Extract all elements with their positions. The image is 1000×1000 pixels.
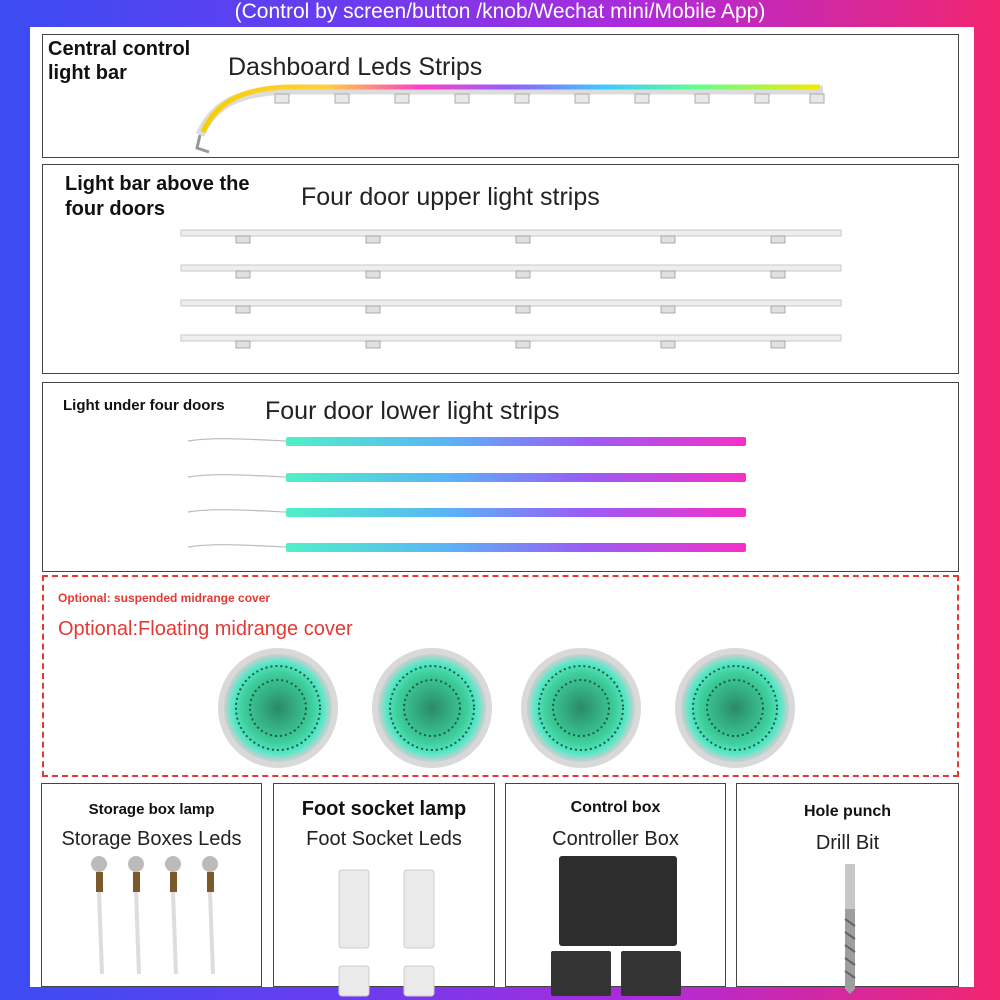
dashboard-led-strip-image [195, 80, 835, 160]
foot-section [273, 783, 495, 987]
storage-section [41, 783, 262, 987]
hole-section [736, 783, 959, 987]
upper-doors-label-line2: four doors [65, 198, 165, 220]
storage-title: Storage Boxes Leds [61, 828, 242, 850]
control-section [505, 783, 726, 987]
control-title: Controller Box [552, 828, 679, 850]
bottom-gradient-strip [0, 986, 1000, 1000]
product-panel [30, 27, 974, 987]
storage-leds-image [74, 854, 234, 974]
lower-door-strips-image [183, 435, 763, 565]
lower-doors-section [42, 382, 959, 572]
drill-bit-image [840, 864, 860, 994]
lower-doors-label: Light under four doors [63, 397, 225, 414]
control-label: Control box [570, 799, 661, 816]
upper-door-strips-image [181, 225, 851, 355]
upper-doors-section [42, 164, 959, 374]
midrange-label: Optional: suspended midrange cover [58, 591, 271, 605]
dashboard-section [42, 34, 959, 158]
midrange-section [42, 575, 959, 777]
dashboard-title: Dashboard Leds Strips [228, 53, 483, 81]
hole-title: Drill Bit [815, 832, 880, 854]
foot-label: Foot socket lamp [301, 798, 467, 820]
hole-label: Hole punch [803, 803, 892, 820]
upper-doors-title: Four door upper light strips [301, 183, 600, 211]
upper-doors-label-line1: Light bar above the [65, 173, 250, 195]
lower-doors-title: Four door lower light strips [265, 397, 560, 425]
dashboard-label-line1: Central control [48, 38, 191, 60]
foot-title: Foot Socket Leds [306, 828, 462, 850]
foot-leds-image [334, 870, 444, 990]
controller-box-image [551, 856, 691, 996]
top-caption: (Control by screen/button /knob/Wechat mini/Mobile App) [234, 0, 766, 23]
midrange-title: Optional:Floating midrange cover [58, 618, 353, 640]
dashboard-label-line2: light bar [48, 62, 127, 84]
storage-label: Storage box lamp [88, 801, 215, 818]
midrange-covers-image [217, 645, 817, 775]
